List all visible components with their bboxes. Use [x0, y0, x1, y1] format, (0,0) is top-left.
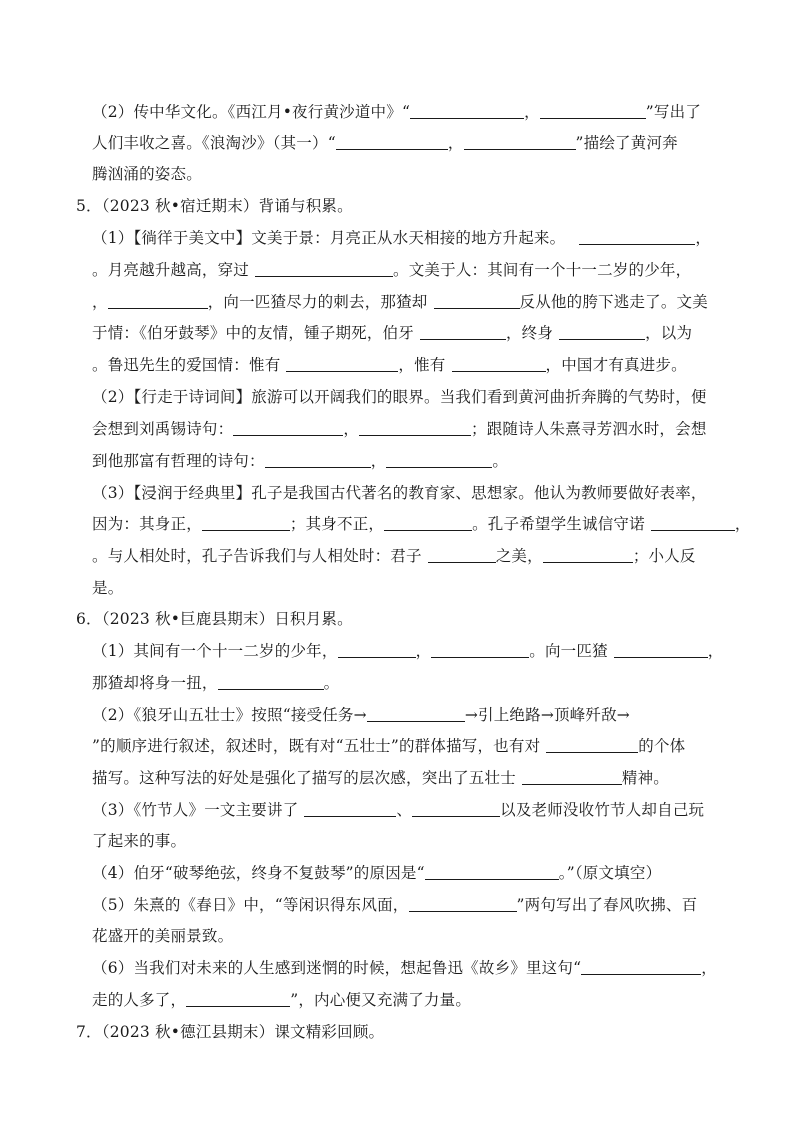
q7-heading: 7．（2023 秋•德江县期末）课文精彩回顾。 — [76, 1023, 385, 1041]
q5-p1-line4: 于情：《伯牙鼓琴》中的友情，锺子期死，伯牙 ，终身 ，以为 — [92, 324, 693, 342]
blank[interactable] — [233, 419, 343, 436]
q6-p1-line2: 那猹却将身一扭， 。 — [92, 674, 340, 692]
blank[interactable] — [651, 514, 735, 531]
blank[interactable] — [431, 641, 529, 658]
blank[interactable] — [522, 768, 622, 785]
blank[interactable] — [186, 990, 290, 1007]
blank[interactable] — [359, 419, 471, 436]
q6-p2-line1: （2）《狼牙山五壮士》按照“接受任务→ →引上绝路→顶峰歼敌→ — [92, 706, 630, 724]
blank[interactable] — [286, 355, 398, 372]
q4-part2-line1: （2）传中华文化。《西江月•夜行黄沙道中》“ ， ”写出了 — [92, 103, 702, 121]
q6-p1-line1: （1）其间有一个十一二岁的少年， ， 。向一匹猹 ， — [92, 642, 724, 660]
q4-part2-line3: 腾汹涌的姿态。 — [92, 165, 202, 183]
blank[interactable] — [202, 514, 290, 531]
q5-p1-line3: ， ，向一匹猹尽力的刺去，那猹却 反从他的胯下逃走了。文美 — [92, 293, 708, 311]
blank[interactable] — [579, 228, 695, 245]
q6-p2-line2: ”的顺序进行叙述，叙述时，既有对“五壮士”的群体描写，也有对 的个体 — [92, 737, 686, 755]
blank[interactable] — [540, 102, 646, 119]
blank[interactable] — [559, 323, 645, 340]
q5-p3-line1: （3）【浸润于经典里】孔子是我国古代著名的教育家、思想家。他认为教师要做好表率， — [92, 484, 707, 502]
blank[interactable] — [218, 673, 324, 690]
q6-p5-line2: 花盛开的美丽景致。 — [92, 927, 234, 945]
blank[interactable] — [464, 133, 576, 150]
blank[interactable] — [265, 451, 371, 468]
q6-p6-line1: （6）当我们对未来的人生感到迷惘的时候，想起鲁迅《故乡》里这句“ ， — [92, 959, 717, 977]
blank[interactable] — [108, 292, 208, 309]
blank[interactable] — [338, 641, 416, 658]
q5-p3-line3: 。与人相处时，孔子告诉我们与人相处时：君子 之美， ；小人反 — [92, 547, 696, 565]
blank[interactable] — [434, 292, 520, 309]
blank[interactable] — [336, 133, 448, 150]
q5-p2-line2: 会想到刘禹锡诗句： ， ；跟随诗人朱熹寻芳泗水时，会想 — [92, 420, 707, 438]
q6-p3-line2: 了起来的事。 — [92, 832, 187, 850]
blank[interactable] — [367, 705, 465, 722]
q5-p2-line1: （2）【行走于诗词间】旅游可以开阔我们的眼界。当我们看到黄河曲折奔腾的气势时，便 — [92, 388, 707, 406]
blank[interactable] — [409, 895, 517, 912]
q6-p3-line1: （3）《竹节人》一文主要讲了 、 以及老师没收竹节人却自己玩 — [92, 801, 705, 819]
blank[interactable] — [428, 546, 496, 563]
blank[interactable] — [420, 323, 506, 340]
q5-p1-line1: （1）【徜徉于美文中】文美于景：月亮正从水天相接的地方升起来。 ， — [92, 229, 712, 247]
q5-p2-line3: 到他那富有哲理的诗句： ， 。 — [92, 452, 509, 470]
blank[interactable] — [386, 451, 492, 468]
blank[interactable] — [410, 102, 524, 119]
blank[interactable] — [425, 863, 559, 880]
blank[interactable] — [384, 514, 472, 531]
blank[interactable] — [581, 958, 701, 975]
q5-p1-line2: 。月亮越升越高，穿过 。文美于人：其间有一个十一二岁的少年， — [92, 261, 692, 279]
blank[interactable] — [614, 641, 708, 658]
q6-p6-line2: 走的人多了， ”，内心便又充满了力量。 — [92, 991, 472, 1009]
q5-p1-line5: 。鲁迅先生的爱国情：惟有 ，惟有 ，中国才有真进步。 — [92, 356, 687, 374]
q5-heading: 5．（2023 秋•宿迁期末）背诵与积累。 — [76, 197, 353, 215]
q5-p3-line4: 是。 — [92, 579, 124, 597]
q6-p2-line3: 描写。这种写法的好处是强化了描写的层次感，突出了五壮士 精神。 — [92, 769, 670, 787]
blank[interactable] — [412, 800, 500, 817]
q6-p4-line1: （4）伯牙“破琴绝弦，终身不复鼓琴”的原因是“ 。”（原文填空） — [92, 864, 662, 882]
blank[interactable] — [546, 736, 638, 753]
blank[interactable] — [543, 546, 633, 563]
blank[interactable] — [304, 800, 396, 817]
q6-heading: 6．（2023 秋•巨鹿县期末）日积月累。 — [76, 610, 353, 628]
q5-p3-line2: 因为：其身正， ；其身不正， 。孔子希望学生诚信守诺 ， — [92, 515, 751, 533]
blank[interactable] — [255, 260, 393, 277]
q6-p5-line1: （5）朱熹的《春日》中，“等闲识得东风面， ”两句写出了春风吹拂、百 — [92, 896, 698, 914]
blank[interactable] — [452, 355, 546, 372]
q4-part2-line2: 人们丰收之喜。《浪淘沙》（其一）“ ， ”描绘了黄河奔 — [92, 134, 678, 152]
